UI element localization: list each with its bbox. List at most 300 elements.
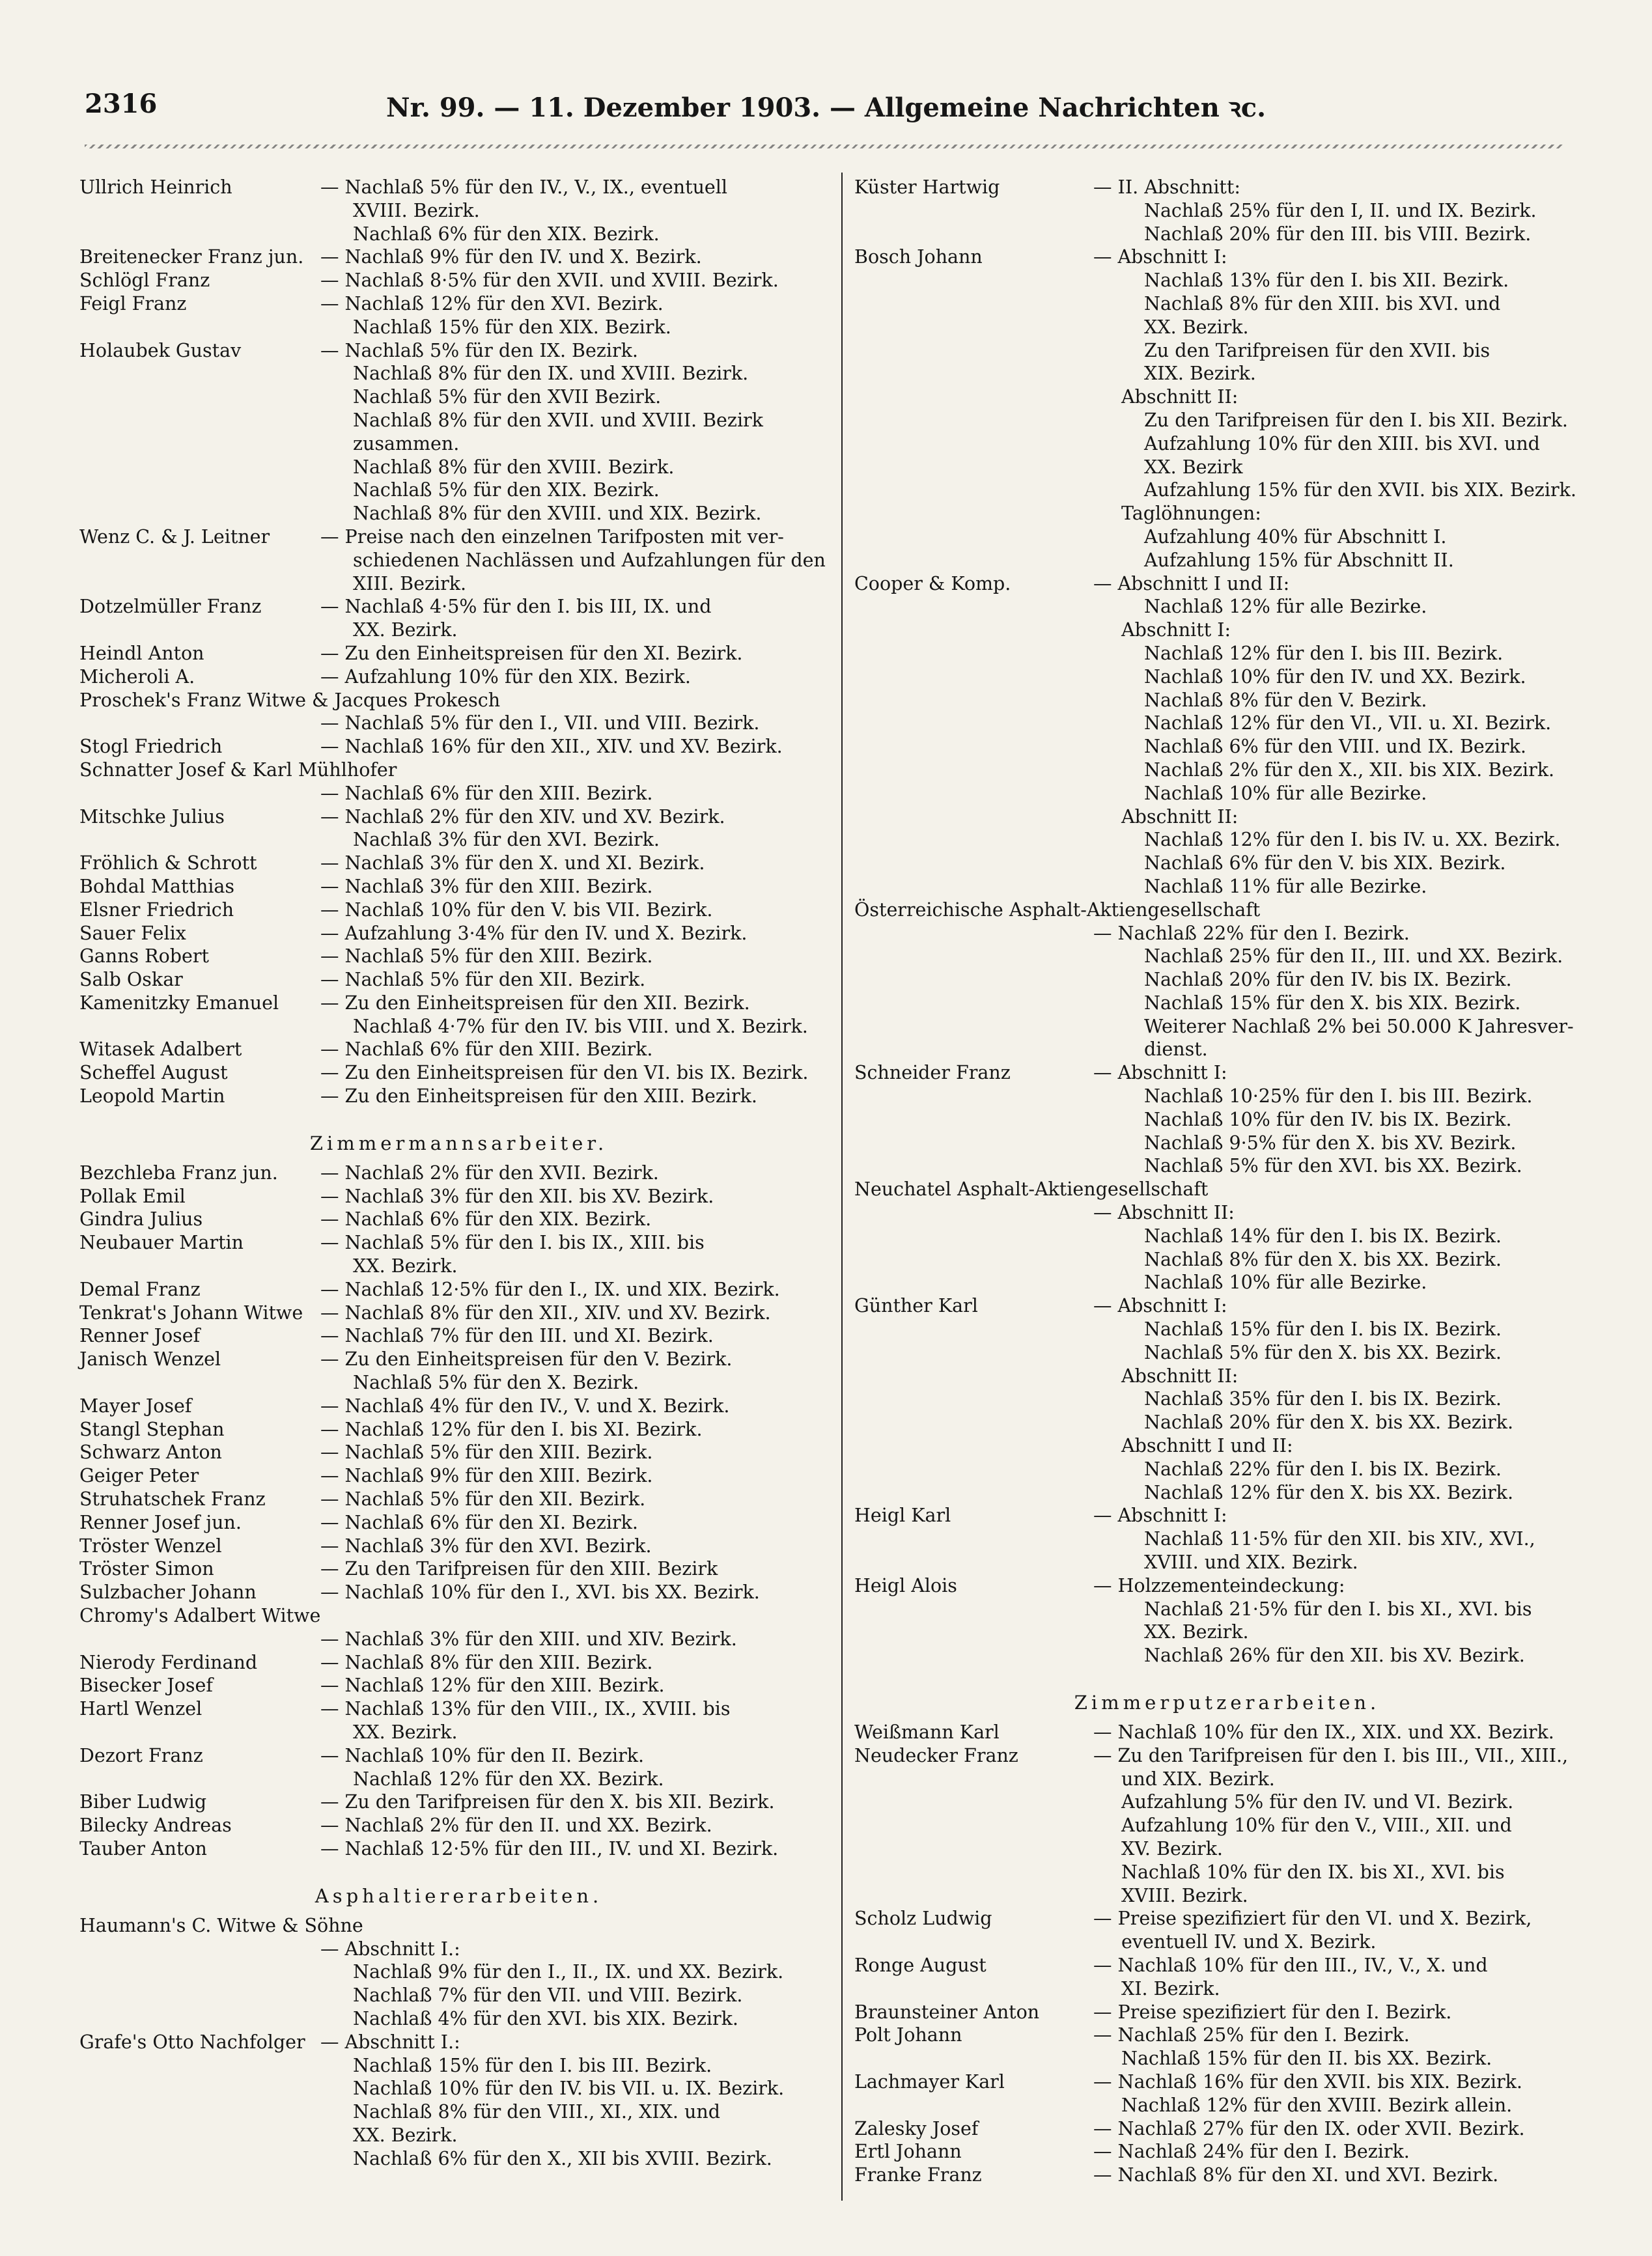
entry-row (79, 2054, 838, 2078)
entry-row (854, 549, 1600, 572)
entry-row (79, 945, 838, 968)
entry-row (854, 1527, 1600, 1551)
entry-text: XIX. Bezirk. (1144, 363, 1256, 385)
contractor-name: Micheroli A. (79, 665, 195, 688)
entry-text: — Zu den Einheitspreisen für den XIII. Bezirk. (320, 1085, 757, 1107)
entry-text: — Nachlaß 7% für den III. und XI. Bezirk. (320, 1325, 714, 1347)
contractor-name: Wenz C. & J. Leitner (79, 525, 270, 548)
entry-text: XVIII. Bezirk. (353, 199, 480, 221)
entry-row (854, 456, 1600, 479)
contractor-name: Pollak Emil (79, 1185, 186, 1207)
entry-row (854, 2024, 1600, 2047)
entry-text: eventuell IV. und X. Bezirk. (1121, 1931, 1377, 1953)
entry-row (854, 759, 1600, 782)
entry-row (79, 2100, 838, 2124)
entry-text: Aufzahlung 15% für den XVII. bis XIX. Bezirk. (1144, 479, 1576, 501)
entry-text: Taglöhnungen: (1121, 503, 1261, 525)
entry-row (79, 1038, 838, 1061)
entry-row (854, 1085, 1600, 1108)
contractor-name: Polt Johann (854, 2024, 962, 2046)
entry-text: Aufzahlung 5% für den IV. und VI. Bezirk. (1121, 1791, 1514, 1813)
contractor-name: Salb Oskar (79, 969, 183, 991)
entry-row (79, 619, 838, 642)
entry-text: XIII. Bezirk. (353, 572, 467, 594)
contractor-name: Fröhlich & Schrott (79, 852, 257, 874)
entry-row (79, 1278, 838, 1302)
entry-text: XI. Bezirk. (1121, 1977, 1220, 1999)
entry-row (79, 968, 838, 992)
entry-text: — Abschnitt I: (1093, 1062, 1227, 1084)
contractor-name: Renner Josef (79, 1325, 201, 1347)
entry-row (79, 1651, 838, 1675)
entry-row (79, 992, 838, 1015)
section-heading: Asphaltiererarbeiten. (315, 1884, 603, 1907)
contractor-name: Demal Franz (79, 1278, 201, 1300)
entry-row (79, 805, 838, 829)
entry-text: — Zu den Einheitspreisen für den XII. Bezirk. (320, 992, 750, 1014)
contractor-name: Haumann's C. Witwe & Söhne (79, 1914, 363, 1936)
entry-text: — Nachlaß 3% für den XIII. Bezirk. (320, 875, 653, 897)
contractor-name: Holaubek Gustav (79, 339, 242, 361)
contractor-name: Neudecker Franz (854, 1744, 1018, 1766)
entry-row (854, 385, 1600, 409)
entry-row (854, 898, 1600, 922)
entry-row (79, 1914, 838, 1938)
entry-text: — Nachlaß 6% für den XIX. Bezirk. (320, 1208, 652, 1231)
entry-row (79, 712, 838, 735)
contractor-name: Schwarz Anton (79, 1441, 222, 1464)
entry-text: Nachlaß 15% für den X. bis XIX. Bezirk. (1144, 992, 1521, 1014)
entry-row (79, 1535, 838, 1558)
entry-text: — Nachlaß 8% für den XII., XIV. und XV. Bezirk. (320, 1302, 771, 1324)
contractor-name: Zalesky Josef (854, 2117, 979, 2139)
entry-text: — Nachlaß 4·5% für den I. bis III, IX. und (320, 596, 712, 618)
entry-row (854, 689, 1600, 712)
entry-row (854, 479, 1600, 502)
entry-text: Nachlaß 8% für den XIII. bis XVI. und (1144, 292, 1501, 314)
entry-text: Nachlaß 8% für den X. bis XX. Bezirk. (1144, 1248, 1502, 1270)
entry-text: — Nachlaß 6% für den XIII. Bezirk. (320, 1038, 653, 1061)
entry-row (854, 1907, 1600, 1930)
entry-row (79, 1395, 838, 1418)
entry-row (79, 456, 838, 479)
entry-row (79, 1348, 838, 1371)
entry-row (79, 339, 838, 363)
contractor-name: Braunsteiner Anton (854, 2001, 1040, 2023)
entry-row (854, 1861, 1600, 1884)
contractor-name: Elsner Friedrich (79, 898, 234, 921)
entry-row (854, 1294, 1600, 1318)
entry-row (79, 1674, 838, 1697)
entry-text: Nachlaß 4·7% für den IV. bis VIII. und X. Bezirk. (353, 1015, 808, 1037)
entry-text: Nachlaß 5% für den XIX. Bezirk. (353, 479, 660, 501)
entry-text: XX. Bezirk. (353, 619, 458, 641)
entry-row (854, 1768, 1600, 1791)
entry-row (854, 852, 1600, 875)
entry-text: — Nachlaß 9% für den XIII. Bezirk. (320, 1465, 653, 1487)
entry-text: — Nachlaß 9% für den IV. und X. Bezirk. (320, 246, 702, 268)
entry-text: schiedenen Nachlässen und Aufzahlungen für den (353, 549, 826, 571)
right-column (854, 176, 1600, 2214)
entry-text: Nachlaß 20% für den X. bis XX. Bezirk. (1144, 1412, 1514, 1434)
section-heading: Zimmerputzerarbeiten. (1074, 1692, 1380, 1714)
entry-row (854, 2164, 1600, 2187)
entry-row (854, 992, 1600, 1015)
contractor-name: Breitenecker Franz jun. (79, 246, 304, 268)
entry-text: Nachlaß 6% für den X., XII bis XVIII. Bezirk. (353, 2147, 772, 2169)
entry-row (79, 2031, 838, 2054)
entry-text: — Nachlaß 12·5% für den I., IX. und XIX. Bezirk. (320, 1278, 780, 1300)
entry-text: Nachlaß 3% für den XVI. Bezirk. (353, 829, 660, 851)
entry-row (854, 1015, 1600, 1038)
entry-text: Aufzahlung 15% für Abschnitt II. (1144, 549, 1454, 571)
entry-text: Nachlaß 9·5% für den X. bis XV. Bezirk. (1144, 1132, 1517, 1154)
entry-row (854, 712, 1600, 735)
entry-row (79, 1162, 838, 1185)
entry-text: — Abschnitt I: (1093, 1295, 1227, 1317)
entry-row (854, 1930, 1600, 1954)
entry-text: Nachlaß 25% für den II., III. und XX. Bezirk. (1144, 945, 1563, 968)
entry-text: — Nachlaß 3% für den XII. bis XV. Bezirk. (320, 1185, 714, 1207)
entry-row (79, 1015, 838, 1038)
entry-text: Nachlaß 15% für den I. bis III. Bezirk. (353, 2054, 712, 2076)
contractor-name: Witasek Adalbert (79, 1038, 242, 1061)
entry-text: Nachlaß 8% für den XVII. und XVIII. Bezirk (353, 409, 763, 431)
entry-text: — Zu den Tarifpreisen für den X. bis XII. Bezirk. (320, 1791, 775, 1813)
entry-text: Nachlaß 12% für den X. bis XX. Bezirk. (1144, 1481, 1514, 1503)
entry-row (79, 316, 838, 339)
entry-row (854, 199, 1600, 223)
entry-text: Nachlaß 11% für alle Bezirke. (1144, 875, 1427, 897)
entry-text: Nachlaß 25% für den I, II. und IX. Bezirk. (1144, 199, 1537, 221)
contractor-name: Scholz Ludwig (854, 1908, 992, 1930)
contractor-name: Grafe's Otto Nachfolger (79, 2031, 305, 2053)
entry-text: Nachlaß 6% für den VIII. und IX. Bezirk. (1144, 736, 1526, 758)
contractor-name: Lachmayer Karl (854, 2070, 1005, 2093)
contractor-name: Geiger Peter (79, 1465, 199, 1487)
entry-row (854, 1387, 1600, 1411)
left-column (79, 176, 838, 2214)
entry-text: — Abschnitt I: (1093, 246, 1227, 268)
entry-row (79, 2147, 838, 2171)
entry-text: — Nachlaß 2% für den XIV. und XV. Bezirk. (320, 805, 725, 828)
entry-text: — Zu den Tarifpreisen für den I. bis III., VII., XIII., (1093, 1744, 1569, 1766)
entry-text: — Nachlaß 13% für den VIII., IX., XVIII. bis (320, 1698, 731, 1720)
contractor-name: Tenkrat's Johann Witwe (79, 1302, 303, 1324)
entry-row (79, 502, 838, 525)
entry-text: Nachlaß 12% für den XVIII. Bezirk allein. (1121, 2094, 1513, 2116)
entry-row (79, 1418, 838, 1441)
entry-row (854, 1108, 1600, 1132)
entry-row (854, 525, 1600, 549)
contractor-name: Neuchatel Asphalt-Aktiengesellschaft (854, 1178, 1209, 1201)
contractor-name: Mayer Josef (79, 1395, 192, 1417)
entry-text: — Nachlaß 10% für den I., XVI. bis XX. Bezirk. (320, 1581, 760, 1604)
entry-row (854, 1837, 1600, 1861)
entry-row (854, 922, 1600, 945)
entry-row (854, 362, 1600, 385)
contractor-name: Tröster Wenzel (79, 1535, 222, 1557)
entry-row (854, 782, 1600, 805)
entry-row (79, 1837, 838, 1861)
entry-text: Nachlaß 13% für den I. bis XII. Bezirk. (1144, 270, 1509, 292)
entry-text: Nachlaß 10·25% für den I. bis III. Bezirk. (1144, 1085, 1533, 1107)
entry-row (854, 2140, 1600, 2164)
entry-row (79, 1984, 838, 2007)
entry-text: Nachlaß 7% für den VII. und VIII. Bezirk. (353, 1984, 743, 2007)
entry-text: Abschnitt II: (1121, 1365, 1239, 1387)
entry-text: — Nachlaß 2% für den II. und XX. Bezirk. (320, 1815, 712, 1837)
entry-text: Nachlaß 10% für alle Bezirke. (1144, 782, 1427, 804)
entry-text: — Nachlaß 25% für den I. Bezirk. (1093, 2024, 1410, 2046)
entry-row (79, 1768, 838, 1791)
entry-row (854, 1644, 1600, 1667)
entry-row (854, 1790, 1600, 1814)
entry-row (79, 409, 838, 432)
contractor-name: Struhatschek Franz (79, 1488, 266, 1511)
entry-text: — Nachlaß 10% für den V. bis VII. Bezirk. (320, 898, 713, 921)
entry-text: — Nachlaß 5% für den XII. Bezirk. (320, 1488, 646, 1511)
entry-row (79, 852, 838, 875)
contractor-name: Janisch Wenzel (79, 1348, 221, 1371)
entry-row (79, 2124, 838, 2147)
entry-row (854, 1411, 1600, 1434)
entry-text: — Abschnitt I.: (320, 2031, 460, 2053)
entry-text: — Nachlaß 8·5% für den XVII. und XVIII. Bezirk. (320, 270, 779, 292)
entry-row (79, 1324, 838, 1348)
contractor-name: Tauber Anton (79, 1837, 207, 1859)
entry-text: XX. Bezirk. (353, 1255, 458, 1277)
entry-text: Nachlaß 5% für den XVI. bis XX. Bezirk. (1144, 1155, 1522, 1177)
entry-text: — Abschnitt II: (1093, 1202, 1235, 1224)
contractor-name: Österreichische Asphalt-Aktiengesellschaft (854, 898, 1261, 921)
entry-text: — Nachlaß 5% für den IX. Bezirk. (320, 339, 638, 361)
entry-text: — Aufzahlung 3·4% für den IV. und X. Bezirk. (320, 922, 748, 944)
entry-text: — Nachlaß 16% für den XII., XIV. und XV. Bezirk. (320, 736, 783, 758)
entry-row (79, 1208, 838, 1231)
entry-row (854, 1598, 1600, 1621)
entry-row (854, 292, 1600, 316)
entry-row (854, 1458, 1600, 1481)
entry-row (79, 1371, 838, 1395)
entry-text: Nachlaß 12% für den VI., VII. u. XI. Bezirk. (1144, 712, 1552, 734)
entry-text: Aufzahlung 10% für den XIII. bis XVI. und (1144, 432, 1540, 454)
contractor-name: Bezchleba Franz jun. (79, 1162, 278, 1184)
entry-row (79, 199, 838, 223)
entry-row (79, 759, 838, 782)
entry-row (854, 1248, 1600, 1272)
contractor-name: Hartl Wenzel (79, 1698, 203, 1720)
entry-text: — Nachlaß 5% für den XII. Bezirk. (320, 969, 646, 991)
entry-text: Nachlaß 12% für den I. bis III. Bezirk. (1144, 642, 1504, 664)
entry-row (854, 339, 1600, 363)
entry-text: Abschnitt II: (1121, 386, 1239, 408)
entry-row (79, 642, 838, 665)
entry-text: XX. Bezirk. (1144, 316, 1249, 338)
entry-row (854, 665, 1600, 689)
entry-text: — Nachlaß 6% für den XI. Bezirk. (320, 1511, 638, 1533)
entry-row (79, 735, 838, 759)
entry-row (854, 223, 1600, 246)
contractor-name: Tröster Simon (79, 1558, 214, 1580)
entry-row (79, 2077, 838, 2100)
entry-text: — II. Abschnitt: (1093, 176, 1240, 198)
entry-text: — Nachlaß 10% für den II. Bezirk. (320, 1744, 645, 1766)
entry-row (79, 1488, 838, 1511)
entry-text: Nachlaß 12% für den I. bis IV. u. XX. Bezirk. (1144, 829, 1561, 851)
entry-row (79, 479, 838, 502)
entry-text: Nachlaß 15% für den I. bis IX. Bezirk. (1144, 1318, 1502, 1341)
entry-row (79, 665, 838, 689)
entry-row (79, 432, 838, 456)
header-rule (85, 145, 1563, 148)
contractor-name: Renner Josef jun. (79, 1511, 242, 1533)
entry-row (79, 782, 838, 805)
entry-row (854, 735, 1600, 759)
entry-text: — Nachlaß 3% für den XIII. und XIV. Bezirk. (320, 1628, 737, 1650)
entry-text: — Nachlaß 12·5% für den III., IV. und XI. Bezirk. (320, 1837, 779, 1859)
entry-row (854, 875, 1600, 898)
entry-row (854, 1038, 1600, 1061)
entry-row (854, 1504, 1600, 1527)
entry-text: Nachlaß 12% für den XX. Bezirk. (353, 1768, 664, 1790)
contractor-name: Heigl Alois (854, 1574, 957, 1596)
entry-text: Nachlaß 8% für den XVIII. Bezirk. (353, 456, 675, 478)
entry-row (854, 1061, 1600, 1085)
entry-row (79, 1441, 838, 1464)
entry-row (854, 968, 1600, 992)
entry-row (79, 1464, 838, 1488)
entry-text: — Abschnitt I: (1093, 1505, 1227, 1527)
contractor-name: Sulzbacher Johann (79, 1581, 257, 1604)
entry-text: — Nachlaß 5% für den I., VII. und VIII. Bezirk. (320, 712, 760, 734)
entry-row (854, 316, 1600, 339)
contractor-name: Küster Hartwig (854, 176, 1000, 198)
entry-row (79, 1581, 838, 1604)
entry-row (854, 1551, 1600, 1574)
entry-row (854, 945, 1600, 968)
entry-row (79, 1185, 838, 1208)
entry-text: — Nachlaß 10% für den IX., XIX. und XX. Bezirk. (1093, 1721, 1554, 1743)
entry-text: und XIX. Bezirk. (1121, 1768, 1275, 1790)
entry-text: Nachlaß 15% für den II. bis XX. Bezirk. (1121, 2048, 1492, 2070)
entry-text: dienst. (1144, 1038, 1208, 1061)
entry-text: XX. Bezirk (1144, 456, 1243, 478)
entry-row (79, 1814, 838, 1837)
entry-text: — Nachlaß 22% für den I. Bezirk. (1093, 922, 1410, 944)
entry-text: Nachlaß 5% für den X. bis XX. Bezirk. (1144, 1341, 1502, 1363)
entry-text: — Zu den Einheitspreisen für den VI. bis IX. Bezirk. (320, 1062, 809, 1084)
entry-row (854, 1744, 1600, 1768)
entry-text: Nachlaß 26% für den XII. bis XV. Bezirk. (1144, 1645, 1525, 1667)
entry-row (79, 1511, 838, 1535)
contractor-name: Weißmann Karl (854, 1721, 1000, 1743)
entry-text: Nachlaß 10% für den IV. bis IX. Bezirk. (1144, 1108, 1512, 1130)
entry-text: Nachlaß 22% für den I. bis IX. Bezirk. (1144, 1458, 1502, 1480)
entry-text: Nachlaß 10% für den IV. bis VII. u. IX. Bezirk. (353, 2078, 785, 2100)
entry-row (79, 1697, 838, 1721)
entry-text: Nachlaß 10% für den IX. bis XI., XVI. bis (1121, 1861, 1505, 1883)
entry-text: Abschnitt I und II: (1121, 1435, 1293, 1457)
entry-text: Nachlaß 2% für den X., XII. bis XIX. Bezirk. (1144, 759, 1555, 781)
entry-text: — Nachlaß 3% für den X. und XI. Bezirk. (320, 852, 705, 874)
contractor-name: Schlögl Franz (79, 270, 210, 292)
entry-row (854, 572, 1600, 596)
entry-row (79, 1721, 838, 1744)
entry-text: Nachlaß 5% für den X. Bezirk. (353, 1372, 639, 1394)
entry-row (79, 549, 838, 572)
entry-text: — Nachlaß 5% für den XIII. Bezirk. (320, 945, 653, 968)
contractor-name: Ertl Johann (854, 2141, 962, 2163)
contractor-name: Leopold Martin (79, 1085, 225, 1107)
entry-text: — Preise spezifiziert für den I. Bezirk. (1093, 2001, 1452, 2023)
page-title: Nr. 99. — 11. Dezember 1903. — Allgemeine Nachrichten ꝛc. (386, 92, 1266, 123)
entry-text: Nachlaß 21·5% für den I. bis XI., XVI. bis (1144, 1598, 1532, 1620)
entry-text: — Abschnitt I und II: (1093, 572, 1290, 594)
contractor-name: Ullrich Heinrich (79, 176, 232, 198)
entry-row (854, 176, 1600, 199)
entry-row (79, 385, 838, 409)
entry-row (854, 1621, 1600, 1644)
entry-row (854, 1154, 1600, 1178)
contractor-name: Bisecker Josef (79, 1675, 213, 1697)
entry-row (854, 502, 1600, 525)
entry-row (854, 432, 1600, 456)
entry-row (79, 1604, 838, 1628)
entry-text: — Nachlaß 12% für den XVI. Bezirk. (320, 292, 664, 314)
entry-row (854, 805, 1600, 829)
entry-text: XX. Bezirk. (353, 1721, 458, 1743)
entry-text: — Nachlaß 6% für den XIII. Bezirk. (320, 782, 653, 804)
entry-row (79, 898, 838, 922)
entry-row (79, 245, 838, 269)
entry-text: — Zu den Tarifpreisen für den XIII. Bezirk (320, 1558, 718, 1580)
entry-row (79, 223, 838, 246)
contractor-name: Proschek's Franz Witwe & Jacques Prokesch (79, 689, 501, 711)
column-divider (841, 173, 843, 2201)
entry-text: Zu den Tarifpreisen für den XVII. bis (1144, 339, 1491, 361)
entry-text: — Zu den Einheitspreisen für den V. Bezirk. (320, 1348, 733, 1371)
entry-row (854, 1434, 1600, 1458)
contractor-name: Günther Karl (854, 1295, 978, 1317)
entry-text: — Nachlaß 8% für den XIII. Bezirk. (320, 1651, 653, 1673)
entry-row (79, 689, 838, 712)
contractor-name: Chromy's Adalbert Witwe (79, 1605, 321, 1627)
contractor-name: Neubauer Martin (79, 1232, 244, 1254)
entry-text: — Nachlaß 5% für den IV., V., IX., eventuell (320, 176, 728, 198)
entry-text: Nachlaß 6% für den XIX. Bezirk. (353, 223, 660, 245)
entry-row (854, 2070, 1600, 2094)
entry-row (854, 1481, 1600, 1505)
entry-text: Abschnitt I: (1121, 619, 1231, 641)
entry-row (79, 1960, 838, 1984)
contractor-name: Bosch Johann (854, 246, 983, 268)
contractor-name: Stogl Friedrich (79, 736, 223, 758)
entry-row (79, 1061, 838, 1085)
contractor-name: Bilecky Andreas (79, 1815, 232, 1837)
entry-text: — Nachlaß 3% für den XVI. Bezirk. (320, 1535, 652, 1557)
contractor-name: Cooper & Komp. (854, 572, 1011, 594)
entry-text: — Holzzementeindeckung: (1093, 1574, 1345, 1596)
entry-text: Nachlaß 35% für den I. bis IX. Bezirk. (1144, 1388, 1502, 1410)
contractor-name: Nierody Ferdinand (79, 1651, 258, 1673)
entry-row (79, 1744, 838, 1768)
contractor-name: Ronge August (854, 1954, 987, 1976)
entry-row (854, 1201, 1600, 1225)
page-number: 2316 (85, 89, 158, 119)
entry-text: Nachlaß 8% für den IX. und XVIII. Bezirk. (353, 363, 749, 385)
entry-row (79, 1085, 838, 1108)
